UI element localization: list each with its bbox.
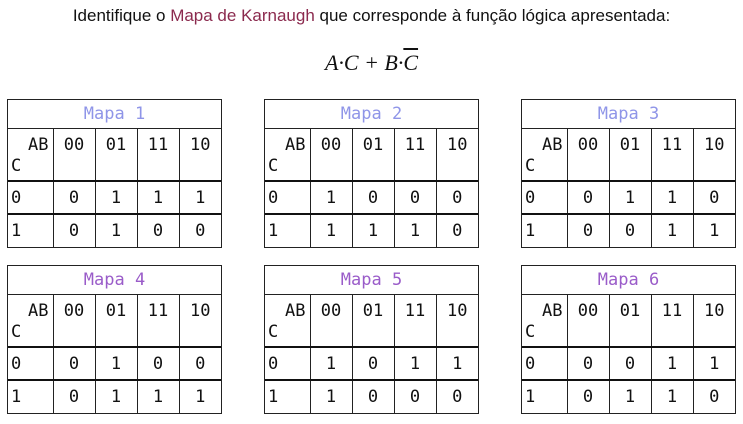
map-title: Mapa 3 <box>522 100 735 129</box>
corner-cell <box>8 295 53 347</box>
map-title: Mapa 4 <box>8 266 221 295</box>
map-cell: 1 <box>651 181 693 214</box>
column-header: 01 <box>352 129 394 181</box>
map-cell: 1 <box>310 181 352 214</box>
map-cell: 0 <box>609 347 651 380</box>
ab-label: AB <box>542 135 563 155</box>
map-cell: 1 <box>651 380 693 413</box>
map-cell: 1 <box>310 347 352 380</box>
column-header: 11 <box>394 129 436 181</box>
row-label: 1 <box>8 380 53 413</box>
map-cell: 0 <box>567 214 609 247</box>
map-title: Mapa 1 <box>8 100 221 129</box>
corner-cell <box>265 129 310 181</box>
karnaugh-map-3[interactable] <box>521 99 736 248</box>
row-label: 1 <box>265 214 310 247</box>
column-header: 00 <box>567 295 609 347</box>
corner-cell <box>522 129 567 181</box>
corner-cell <box>8 129 53 181</box>
map-table <box>265 129 478 247</box>
ab-label: AB <box>285 135 306 155</box>
row-label: 0 <box>8 181 53 214</box>
map-cell: 1 <box>352 214 394 247</box>
column-header: 00 <box>310 295 352 347</box>
question-prefix: Identifique o <box>72 6 171 25</box>
formula-part1: A·C + B· <box>324 50 404 75</box>
map-cell: 1 <box>95 181 137 214</box>
map-cell: 1 <box>179 181 221 214</box>
map-cell: 1 <box>310 380 352 413</box>
map-cell: 1 <box>609 181 651 214</box>
map-title: Mapa 6 <box>522 266 735 295</box>
map-cell: 1 <box>310 214 352 247</box>
map-cell: 0 <box>609 214 651 247</box>
c-label: C <box>268 322 279 342</box>
map-cell: 1 <box>95 347 137 380</box>
ab-label: AB <box>285 301 306 321</box>
column-header: 01 <box>609 295 651 347</box>
question-text <box>0 6 743 26</box>
row-label: 0 <box>8 347 53 380</box>
map-table <box>522 129 735 247</box>
column-header: 00 <box>567 129 609 181</box>
map-cell: 0 <box>352 380 394 413</box>
map-cell: 0 <box>394 181 436 214</box>
map-cell: 0 <box>436 181 478 214</box>
map-cell: 0 <box>693 380 735 413</box>
column-header: 01 <box>95 295 137 347</box>
map-cell: 1 <box>394 214 436 247</box>
corner-cell <box>265 295 310 347</box>
map-cell: 1 <box>693 347 735 380</box>
map-cell: 1 <box>95 380 137 413</box>
column-header: 10 <box>436 129 478 181</box>
map-cell: 1 <box>137 380 179 413</box>
c-label: C <box>525 156 536 176</box>
column-header: 00 <box>53 129 95 181</box>
row-label: 0 <box>265 347 310 380</box>
row-label: 1 <box>265 380 310 413</box>
karnaugh-map-2[interactable] <box>264 99 479 248</box>
ab-label: AB <box>28 301 49 321</box>
map-cell: 1 <box>651 347 693 380</box>
corner-cell <box>522 295 567 347</box>
map-cell: 0 <box>53 214 95 247</box>
column-header: 11 <box>651 295 693 347</box>
column-header: 11 <box>137 295 179 347</box>
map-cell: 1 <box>179 380 221 413</box>
map-title: Mapa 2 <box>265 100 478 129</box>
ab-label: AB <box>28 135 49 155</box>
column-header: 11 <box>137 129 179 181</box>
map-cell: 0 <box>567 181 609 214</box>
map-cell: 0 <box>567 347 609 380</box>
karnaugh-map-4[interactable] <box>7 265 222 414</box>
column-header: 01 <box>609 129 651 181</box>
map-cell: 1 <box>95 214 137 247</box>
row-label: 1 <box>522 214 567 247</box>
map-cell: 0 <box>53 347 95 380</box>
map-cell: 0 <box>137 347 179 380</box>
column-header: 01 <box>352 295 394 347</box>
question-highlight: Mapa de Karnaugh <box>170 6 315 25</box>
map-table <box>8 129 221 247</box>
column-header: 11 <box>394 295 436 347</box>
map-cell: 0 <box>352 347 394 380</box>
karnaugh-map-1[interactable] <box>7 99 222 248</box>
map-table <box>265 295 478 413</box>
map-table <box>8 295 221 413</box>
column-header: 10 <box>436 295 478 347</box>
karnaugh-map-6[interactable] <box>521 265 736 414</box>
map-cell: 1 <box>609 380 651 413</box>
row-label: 0 <box>522 347 567 380</box>
c-label: C <box>11 156 22 176</box>
map-cell: 0 <box>352 181 394 214</box>
column-header: 11 <box>651 129 693 181</box>
row-label: 1 <box>522 380 567 413</box>
logic-formula <box>0 50 743 76</box>
map-cell: 1 <box>394 347 436 380</box>
karnaugh-map-5[interactable] <box>264 265 479 414</box>
question-suffix: que corresponde à função lógica apresentada: <box>314 6 671 25</box>
map-cell: 0 <box>179 214 221 247</box>
row-label: 0 <box>265 181 310 214</box>
map-cell: 1 <box>137 181 179 214</box>
map-cell: 0 <box>53 380 95 413</box>
map-cell: 0 <box>693 181 735 214</box>
map-cell: 0 <box>137 214 179 247</box>
column-header: 00 <box>310 129 352 181</box>
column-header: 00 <box>53 295 95 347</box>
formula-part2-negated: $\overline{C}$ <box>403 50 419 75</box>
column-header: 10 <box>693 129 735 181</box>
map-cell: 0 <box>179 347 221 380</box>
column-header: 10 <box>179 129 221 181</box>
c-label: C <box>11 322 22 342</box>
c-label: C <box>268 156 279 176</box>
row-label: 1 <box>8 214 53 247</box>
map-cell: 1 <box>651 214 693 247</box>
ab-label: AB <box>542 301 563 321</box>
column-header: 01 <box>95 129 137 181</box>
column-header: 10 <box>693 295 735 347</box>
map-table <box>522 295 735 413</box>
map-cell: 0 <box>394 380 436 413</box>
map-title: Mapa 5 <box>265 266 478 295</box>
map-cell: 1 <box>436 347 478 380</box>
row-label: 0 <box>522 181 567 214</box>
map-cell: 1 <box>693 214 735 247</box>
map-cell: 0 <box>436 380 478 413</box>
map-cell: 0 <box>567 380 609 413</box>
map-cell: 0 <box>53 181 95 214</box>
map-cell: 0 <box>436 214 478 247</box>
column-header: 10 <box>179 295 221 347</box>
c-label: C <box>525 322 536 342</box>
